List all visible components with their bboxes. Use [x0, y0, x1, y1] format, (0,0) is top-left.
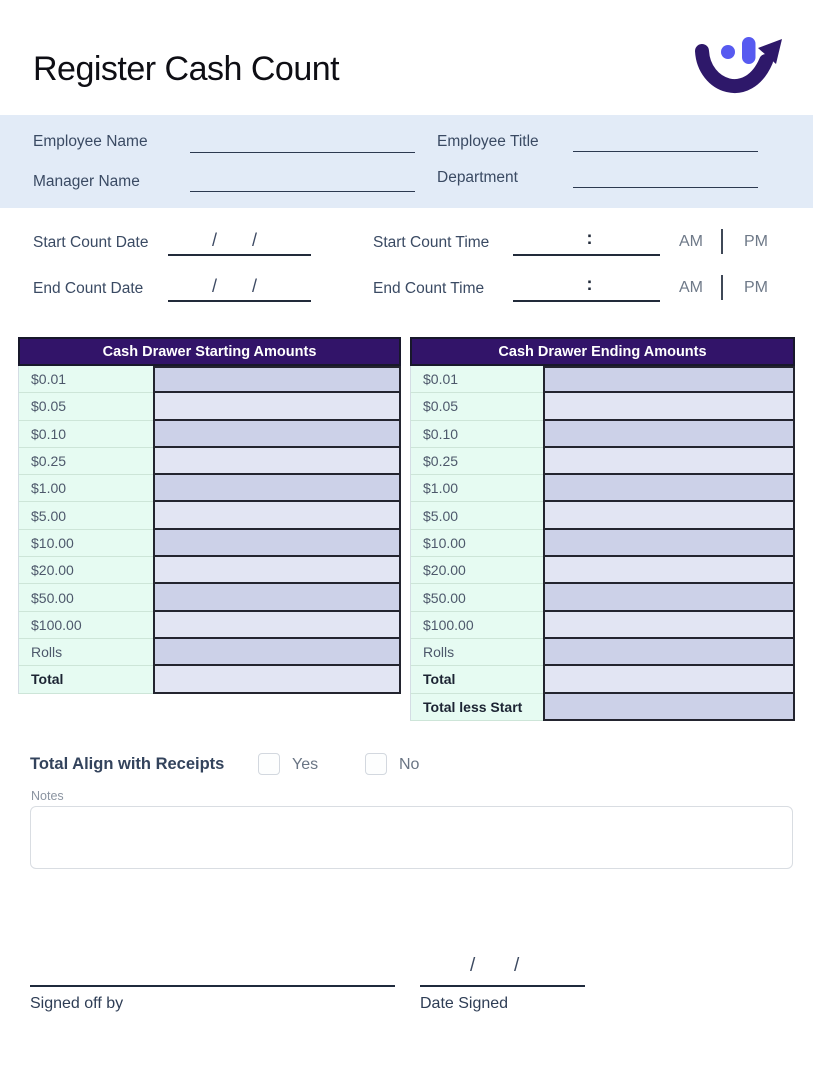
- amount-input-cell[interactable]: [543, 557, 795, 584]
- am-pm-divider: [721, 275, 723, 300]
- amount-input-cell[interactable]: [543, 448, 795, 475]
- amount-input-cell[interactable]: [153, 584, 401, 611]
- denomination-label: $10.00: [410, 530, 543, 557]
- amount-input-cell[interactable]: [153, 421, 401, 448]
- yes-checkbox[interactable]: [258, 753, 280, 775]
- table-row: [410, 366, 795, 393]
- signed-off-by-input-line[interactable]: [30, 965, 395, 987]
- date-separator: /: [514, 955, 520, 976]
- date-separator: /: [212, 276, 218, 296]
- denomination-label: $20.00: [18, 557, 153, 584]
- denomination-label: $0.05: [18, 393, 153, 420]
- table-row: [18, 475, 401, 502]
- denomination-label: $0.10: [410, 421, 543, 448]
- table-row: [410, 502, 795, 529]
- amount-input-cell[interactable]: [153, 530, 401, 557]
- end-count-time-input-line[interactable]: [513, 274, 660, 302]
- yes-checkbox-label: Yes: [292, 756, 319, 773]
- manager-name-input-line[interactable]: [190, 171, 415, 192]
- denomination-label: $0.01: [18, 366, 153, 393]
- denomination-label: Rolls: [18, 639, 153, 666]
- table-row: [410, 612, 795, 639]
- end-am-option[interactable]: AM: [679, 279, 703, 296]
- table-row: [18, 639, 401, 666]
- table-row: [18, 502, 401, 529]
- table-row: [410, 666, 795, 693]
- amount-input-cell[interactable]: [543, 612, 795, 639]
- table-row: [410, 584, 795, 611]
- amount-input-cell[interactable]: [153, 366, 401, 393]
- amount-input-cell[interactable]: [543, 530, 795, 557]
- time-separator: :: [586, 274, 593, 294]
- start-count-time-input-line[interactable]: [513, 228, 660, 256]
- notes-input-box[interactable]: [30, 806, 793, 869]
- no-checkbox[interactable]: [365, 753, 387, 775]
- denomination-label: $10.00: [18, 530, 153, 557]
- denomination-label: $50.00: [18, 584, 153, 611]
- denomination-label: $100.00: [410, 612, 543, 639]
- table-row: [18, 393, 401, 420]
- table-row: [18, 584, 401, 611]
- amount-input-cell[interactable]: [153, 557, 401, 584]
- table-row: [18, 666, 401, 693]
- denomination-label: $0.05: [410, 393, 543, 420]
- table-row: [18, 421, 401, 448]
- notes-label: Notes: [31, 789, 64, 803]
- end-pm-option[interactable]: PM: [744, 279, 768, 296]
- amount-input-cell[interactable]: [153, 448, 401, 475]
- denomination-label: $5.00: [410, 502, 543, 529]
- table-row: [410, 393, 795, 420]
- denomination-label: $0.10: [18, 421, 153, 448]
- table-row: [410, 448, 795, 475]
- amount-input-cell[interactable]: [543, 421, 795, 448]
- start-count-date-input-line[interactable]: [168, 232, 311, 256]
- department-label: Department: [437, 169, 518, 186]
- denomination-label: $1.00: [410, 475, 543, 502]
- amount-input-cell[interactable]: [153, 502, 401, 529]
- denomination-label: Rolls: [410, 639, 543, 666]
- employee-name-label: Employee Name: [33, 133, 148, 150]
- amount-input-cell[interactable]: [543, 584, 795, 611]
- denomination-label: $0.25: [18, 448, 153, 475]
- amount-input-cell[interactable]: [543, 639, 795, 666]
- amount-input-cell[interactable]: [543, 475, 795, 502]
- employee-title-label: Employee Title: [437, 133, 539, 150]
- amount-input-cell[interactable]: [153, 393, 401, 420]
- amount-input-cell[interactable]: [543, 694, 795, 721]
- employee-title-input-line[interactable]: [573, 131, 758, 152]
- table-row: [410, 475, 795, 502]
- end-count-date-input-line[interactable]: [168, 278, 311, 302]
- total-align-receipts-label: Total Align with Receipts: [30, 755, 225, 773]
- start-count-date-label: Start Count Date: [33, 234, 149, 251]
- amount-input-cell[interactable]: [153, 475, 401, 502]
- date-signed-label: Date Signed: [420, 995, 509, 1012]
- amount-input-cell[interactable]: [153, 666, 401, 693]
- table-row: [18, 448, 401, 475]
- table-row: [18, 612, 401, 639]
- amount-input-cell[interactable]: [153, 612, 401, 639]
- start-pm-option[interactable]: PM: [744, 233, 768, 250]
- denomination-label: Total less Start: [410, 694, 543, 721]
- table-row: [410, 694, 795, 721]
- signed-off-by-label: Signed off by: [30, 995, 124, 1012]
- date-signed-input-line[interactable]: [420, 965, 585, 987]
- table-row: [18, 366, 401, 393]
- denomination-label: $50.00: [410, 584, 543, 611]
- denomination-label: $20.00: [410, 557, 543, 584]
- table-row: [410, 639, 795, 666]
- amount-input-cell[interactable]: [543, 502, 795, 529]
- denomination-label: Total: [18, 666, 153, 693]
- amount-input-cell[interactable]: [543, 393, 795, 420]
- date-separator: /: [252, 230, 258, 250]
- ending-amounts-table-title: Cash Drawer Ending Amounts: [410, 337, 795, 366]
- manager-name-label: Manager Name: [33, 173, 140, 190]
- smile-arrow-logo-icon: [688, 26, 793, 108]
- amount-input-cell[interactable]: [543, 366, 795, 393]
- start-count-time-label: Start Count Time: [373, 234, 490, 251]
- denomination-label: Total: [410, 666, 543, 693]
- employee-name-input-line[interactable]: [190, 132, 415, 153]
- am-pm-divider: [721, 229, 723, 254]
- page-title: Register Cash Count: [33, 50, 340, 88]
- ending-amounts-table: [410, 337, 795, 721]
- start-am-option[interactable]: AM: [679, 233, 703, 250]
- end-count-date-label: End Count Date: [33, 280, 144, 297]
- starting-amounts-table: [18, 337, 401, 694]
- denomination-label: $1.00: [18, 475, 153, 502]
- date-separator: /: [470, 955, 476, 976]
- department-input-line[interactable]: [573, 167, 758, 188]
- denomination-label: $0.01: [410, 366, 543, 393]
- table-row: [410, 557, 795, 584]
- time-separator: :: [586, 228, 593, 248]
- table-row: [18, 557, 401, 584]
- table-row: [410, 421, 795, 448]
- end-count-time-label: End Count Time: [373, 280, 485, 297]
- denomination-label: $5.00: [18, 502, 153, 529]
- employee-info-band: [0, 115, 813, 208]
- amount-input-cell[interactable]: [543, 666, 795, 693]
- date-separator: /: [252, 276, 258, 296]
- no-checkbox-label: No: [399, 756, 420, 773]
- amount-input-cell[interactable]: [153, 639, 401, 666]
- date-separator: /: [212, 230, 218, 250]
- denomination-label: $0.25: [410, 448, 543, 475]
- starting-amounts-table-title: Cash Drawer Starting Amounts: [18, 337, 401, 366]
- denomination-label: $100.00: [18, 612, 153, 639]
- table-row: [18, 530, 401, 557]
- table-row: [410, 530, 795, 557]
